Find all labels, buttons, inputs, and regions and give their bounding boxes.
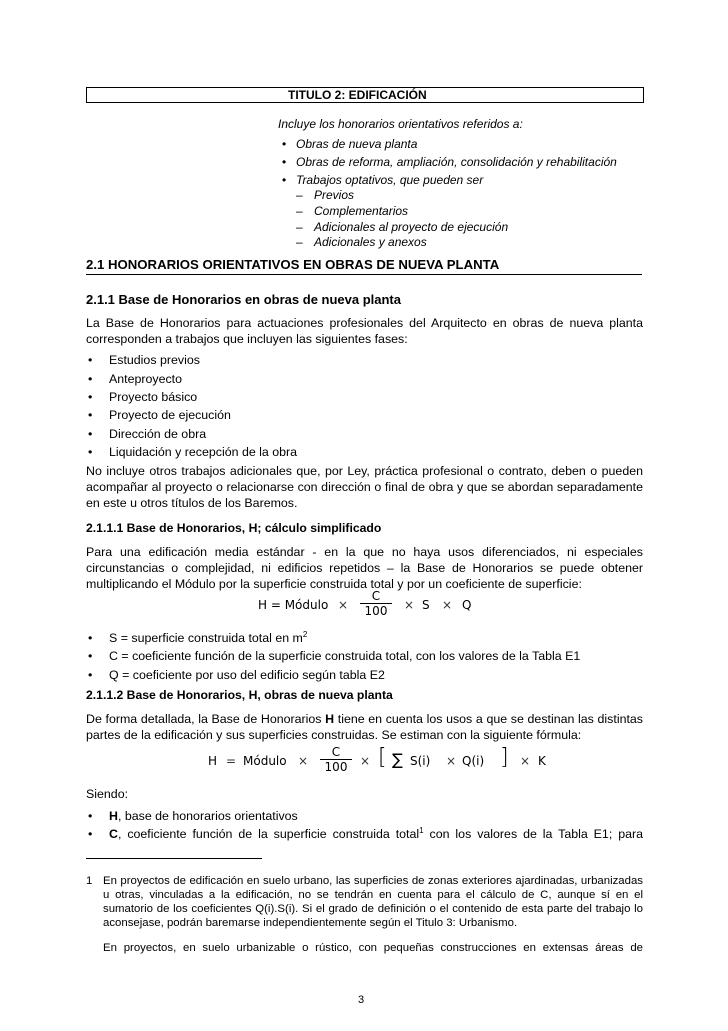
section-heading-2-1: 2.1 HONORARIOS ORIENTATIVOS EN OBRAS DE NUEVA PLANTA xyxy=(86,256,642,275)
intro-bullet-text: Obras de reforma, ampliación, consolidación y rehabilitación xyxy=(296,155,617,169)
right-bracket-icon: ] xyxy=(500,745,509,770)
bullet-icon: • xyxy=(282,173,287,187)
times-icon: × xyxy=(360,754,371,768)
bullet-icon: • xyxy=(88,631,93,645)
definition-s: S = superficie construida total en m xyxy=(109,631,303,645)
bullet-icon: • xyxy=(88,390,93,404)
definition-c: C = coeficiente función de la superficie construida total, con los valores de la Tabla E1 xyxy=(109,649,581,663)
definition-text xyxy=(109,630,307,646)
times-icon: × xyxy=(446,754,457,768)
intro-bullet-text: Obras de nueva planta xyxy=(296,137,418,151)
bullet-icon: • xyxy=(88,445,93,459)
times-icon: × xyxy=(404,598,415,612)
bullet-icon: • xyxy=(88,372,93,386)
definition-desc: , base de honorarios orientativos xyxy=(117,809,298,823)
bullet-icon: • xyxy=(88,649,93,663)
times-icon: × xyxy=(298,754,309,768)
section-heading-2-1-1-1: 2.1.1.1 Base de Honorarios, H; cálculo simplificado xyxy=(86,521,382,535)
definition-desc: , coeficiente función de la superficie construida total xyxy=(117,827,420,841)
footnote-ref[interactable]: 1 xyxy=(419,826,424,835)
page-number: 3 xyxy=(358,994,365,1006)
dash-icon: – xyxy=(296,235,303,249)
footnote-number: 1 xyxy=(86,875,93,887)
footnote-separator xyxy=(86,858,262,859)
times-icon: × xyxy=(442,598,453,612)
dash-icon: – xyxy=(296,220,303,234)
formula-qi: Q(i) xyxy=(462,754,485,768)
bullet-icon: • xyxy=(88,408,93,422)
phase-text: Estudios previos xyxy=(109,353,200,367)
title-box xyxy=(86,87,644,103)
definition-term-h: H xyxy=(109,809,118,823)
section-heading-2-1-1: 2.1.1 Base de Honorarios en obras de nueva planta xyxy=(86,292,401,307)
formula-h: H xyxy=(208,754,218,768)
intro-dash-text: Previos xyxy=(314,188,355,202)
equals-icon: = xyxy=(226,754,237,768)
section-heading-2-1-1-2: 2.1.1.2 Base de Honorarios, H, obras de nueva planta xyxy=(86,688,393,702)
phase-text: Liquidación y recepción de la obra xyxy=(109,445,298,459)
formula-k: K xyxy=(538,754,546,768)
left-bracket-icon: [ xyxy=(378,745,387,770)
formula-q: Q xyxy=(462,598,472,612)
intro-dash-text: Adicionales al proyecto de ejecución xyxy=(314,220,509,234)
footnote-paragraph-2: En proyectos, en suelo urbanizable o rústico, con pequeñas construcciones en extensas áreas de xyxy=(103,942,643,954)
bullet-icon: • xyxy=(88,353,93,367)
phase-text: Anteproyecto xyxy=(109,372,183,386)
intro-dash-text: Adicionales y anexos xyxy=(314,235,427,249)
bullet-icon: • xyxy=(88,809,93,823)
footnote-paragraph-1: En proyectos de edificación en suelo urbano, las superficies de zonas exteriores ajardinadas, urbanizadas u otras, vinculadas a la edificación, no se tendrán en cuenta para el cálculo de C, aunque sí en el sumatorio de los coeficientes Q(i).S(i). Si el grado de definición o el contenido de esta parte del trabajo lo aconsejase, podrán baremarse independientemente según el Titulo 3: Urbanismo. xyxy=(103,875,643,929)
intro-dash-text: Complementarios xyxy=(314,204,409,218)
phase-text: Proyecto básico xyxy=(109,390,198,404)
formula-s: S xyxy=(422,598,430,612)
bullet-icon: • xyxy=(282,155,287,169)
page-title: TITULO 2: EDIFICACIÓN xyxy=(288,88,427,102)
fraction-c-100 xyxy=(360,589,392,618)
times-icon: × xyxy=(520,754,531,768)
times-icon: × xyxy=(338,598,349,612)
paragraph-part: tiene en cuenta los usos a que se destinan las distintas partes de la edificación y sus superficies construidas. Se estiman con la siguiente fórmula: xyxy=(86,712,643,742)
dash-icon: – xyxy=(296,188,303,202)
definition-q: Q = coeficiente por uso del edificio según tabla E2 xyxy=(109,668,385,682)
paragraph-exclusions: No incluye otros trabajos adicionales que, por Ley, práctica profesional o contrato, deben o pueden acompañar al proyecto o relacionarse con dirección o final de obra y que se abordan separadamente en este u otros títulos de los Baremos. xyxy=(86,464,643,510)
dash-icon: – xyxy=(296,204,303,218)
bullet-icon: • xyxy=(88,427,93,441)
bullet-icon: • xyxy=(282,137,287,151)
superscript: 2 xyxy=(302,630,308,639)
definition-text xyxy=(109,826,643,842)
siendo-label: Siendo: xyxy=(86,787,129,801)
paragraph-bold-h: H xyxy=(325,712,335,726)
phase-text: Proyecto de ejecución xyxy=(109,408,231,422)
paragraph-part: De forma detallada, la Base de Honorarios xyxy=(86,712,326,726)
fraction-denominator: 100 xyxy=(364,604,388,618)
paragraph-detailed xyxy=(86,711,643,743)
bullet-icon: • xyxy=(88,827,93,841)
definition-term-c: C xyxy=(109,827,118,841)
bullet-icon: • xyxy=(88,668,93,682)
definition-desc-cont: con los valores de la Tabla E1; para xyxy=(423,827,643,841)
formula-modulo: Módulo xyxy=(243,754,287,768)
fraction-c-100 xyxy=(320,745,352,774)
fraction-denominator: 100 xyxy=(324,760,348,774)
fraction-numerator: C xyxy=(331,745,341,759)
phase-text: Dirección de obra xyxy=(109,427,207,441)
formula-si: S(i) xyxy=(410,754,431,768)
paragraph-simplified: Para una edificación media estándar - en la que no haya usos diferenciados, ni especiales circunstancias o complejidad, ni edificios repetidos – la Base de Honorarios se puede obtener multiplicando el Módulo por la superficie construida total y por un coeficiente de superficie: xyxy=(86,545,643,591)
formula-simplified-lhs: H = Módulo xyxy=(258,598,329,612)
fraction-numerator: C xyxy=(371,589,381,603)
intro-bullet-text: Trabajos optativos, que pueden ser xyxy=(296,173,484,187)
sum-icon: ∑ xyxy=(392,750,403,769)
definition-text xyxy=(109,808,298,824)
paragraph-phases-intro: La Base de Honorarios para actuaciones profesionales del Arquitecto en obras de nueva planta corresponden a trabajos que incluyen las siguientes fases: xyxy=(86,316,643,346)
intro-lead: Incluye los honorarios orientativos referidos a: xyxy=(278,117,523,131)
